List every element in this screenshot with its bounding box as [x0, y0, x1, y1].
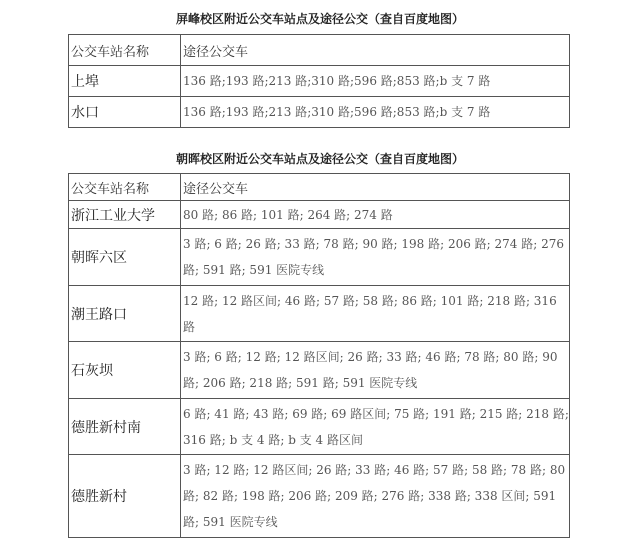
table-row	[69, 455, 570, 538]
station-routes: 12 路; 12 路区间; 46 路; 57 路; 58 路; 86 路; 101 路; 218 路; 316 路	[181, 286, 570, 342]
station-name: 浙江工业大学	[69, 201, 181, 229]
campus-pingfeng-bus-table	[68, 34, 570, 128]
table2-title: 朝晖校区附近公交车站点及途径公交（查自百度地图）	[175, 152, 464, 166]
campus-zhaohui-bus-table	[68, 173, 570, 538]
station-routes: 3 路; 12 路; 12 路区间; 26 路; 33 路; 46 路; 57 路; 58 路; 78 路; 80 路; 82 路; 198 路; 206 路; 209 路; 276 路; 338 路; 338 区间; 591 路; 591 医院专线	[181, 455, 570, 538]
header-station-name: 公交车站名称	[69, 174, 181, 201]
station-routes: 80 路; 86 路; 101 路; 264 路; 274 路	[181, 201, 570, 229]
table-row	[69, 201, 570, 229]
table-header-row	[69, 35, 570, 66]
table-row	[69, 399, 570, 455]
station-name: 潮王路口	[69, 286, 181, 342]
header-routes: 途径公交车	[181, 35, 570, 66]
station-routes: 6 路; 41 路; 43 路; 69 路; 69 路区间; 75 路; 191 路; 215 路; 218 路; 316 路; b 支 4 路; b 支 4 路区间	[181, 399, 570, 455]
station-routes: 3 路; 6 路; 12 路; 12 路区间; 26 路; 33 路; 46 路; 78 路; 80 路; 90 路; 206 路; 218 路; 591 路; 591 医院专线	[181, 342, 570, 399]
station-name: 德胜新村	[69, 455, 181, 538]
header-station-name: 公交车站名称	[69, 35, 181, 66]
station-routes: 3 路; 6 路; 26 路; 33 路; 78 路; 90 路; 198 路; 206 路; 274 路; 276 路; 591 路; 591 医院专线	[181, 229, 570, 286]
table1-title: 屏峰校区附近公交车站点及途径公交（查自百度地图）	[175, 12, 464, 26]
header-routes: 途径公交车	[181, 174, 570, 201]
station-name: 德胜新村南	[69, 399, 181, 455]
table-row	[69, 97, 570, 128]
station-name: 水口	[69, 97, 181, 128]
table-row	[69, 229, 570, 286]
station-routes: 136 路;193 路;213 路;310 路;596 路;853 路;b 支 7 路	[181, 97, 570, 128]
table-header-row	[69, 174, 570, 201]
station-name: 上埠	[69, 66, 181, 97]
table-row	[69, 66, 570, 97]
station-name: 朝晖六区	[69, 229, 181, 286]
table-row	[69, 342, 570, 399]
table-row	[69, 286, 570, 342]
station-routes: 136 路;193 路;213 路;310 路;596 路;853 路;b 支 7 路	[181, 66, 570, 97]
station-name: 石灰坝	[69, 342, 181, 399]
